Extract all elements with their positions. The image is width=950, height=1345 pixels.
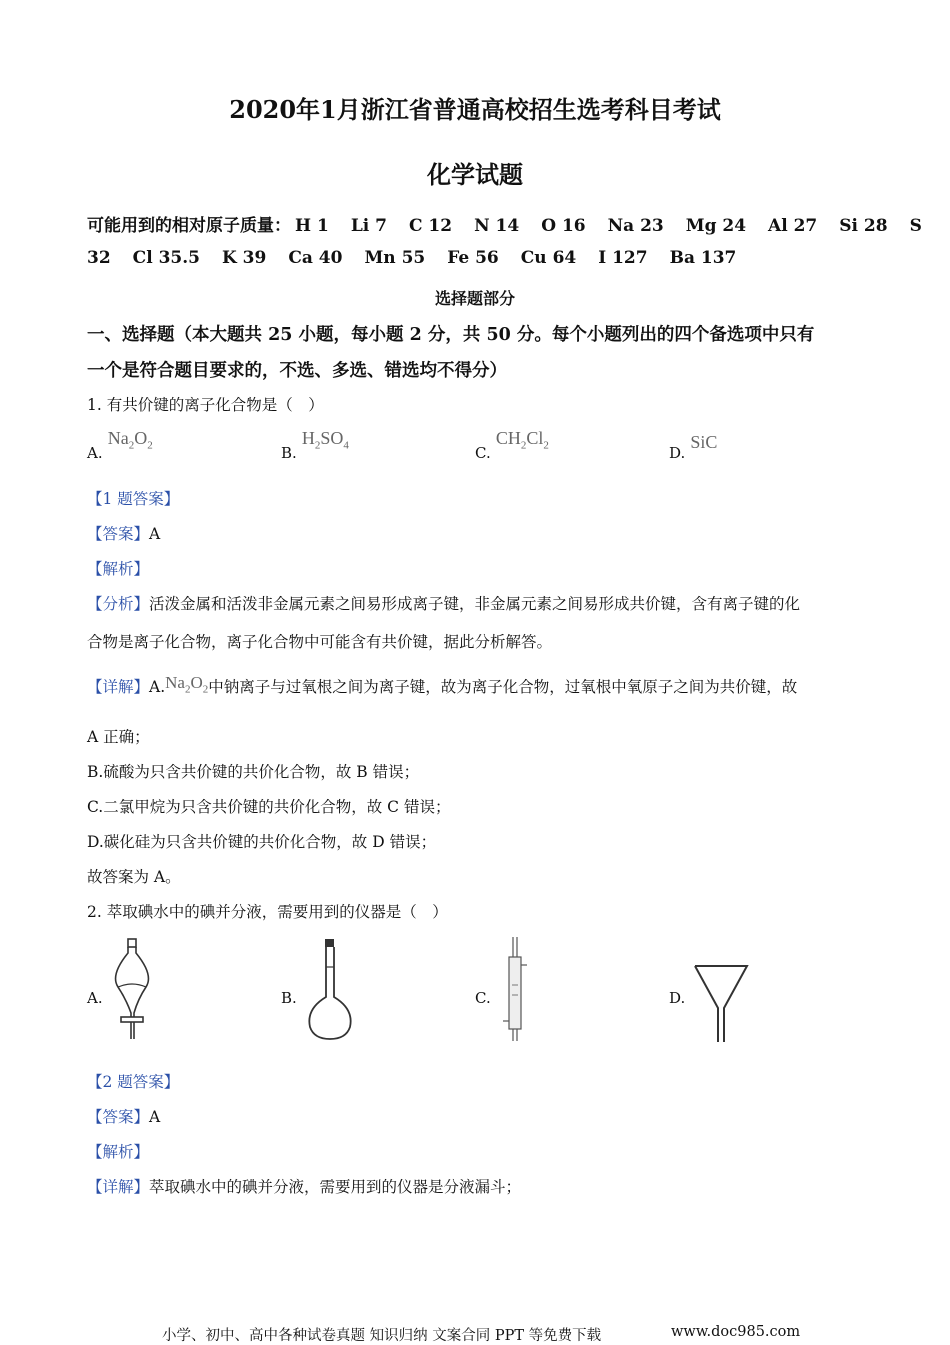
detail-prefix: A. — [149, 678, 166, 696]
mass-item: Na 23 — [607, 216, 664, 236]
q1-analysis-header: 【解析】 — [87, 560, 150, 578]
q2-option-d-label[interactable]: D. — [669, 989, 686, 1007]
fenxi-text: 活泼金属和活泼非金属元素之间易形成离子键，非金属元素之间易形成共价键，含有离子键的化 — [149, 595, 801, 613]
funnel-icon — [692, 962, 750, 1046]
answer-tag: 【答案】 — [87, 1108, 150, 1126]
mass-item: K 39 — [221, 248, 267, 268]
mass-item: Si 28 — [839, 216, 888, 236]
option-label: A. — [87, 444, 103, 462]
q1-option-a[interactable] — [87, 428, 153, 462]
q2-stem: 2. 萃取碘水中的碘并分液，需要用到的仪器是（ ） — [87, 903, 448, 921]
q2-answer-line — [87, 1107, 160, 1127]
mass-item: Cu 64 — [520, 248, 577, 268]
mass-item: O 16 — [541, 216, 586, 236]
footer-link[interactable]: www.doc985.com — [671, 1324, 801, 1340]
option-label: D. — [669, 444, 686, 462]
detail-tag: 【详解】 — [87, 678, 150, 696]
mass-item: Li 7 — [350, 216, 387, 236]
mass-item: 32 — [87, 248, 111, 268]
q1-detail-b: B.硫酸为只含共价键的共价化合物，故 B 错误； — [87, 763, 420, 781]
q1-detail-d: D.碳化硅为只含共价键的共价化合物，故 D 错误； — [87, 833, 437, 851]
mass-item: I 127 — [598, 248, 648, 268]
mass-item: Ca 40 — [288, 248, 343, 268]
q1-conclusion: 故答案为 A。 — [87, 868, 181, 886]
fenxi-tag: 【分析】 — [87, 595, 150, 613]
separatory-funnel-icon — [104, 937, 162, 1043]
volumetric-flask-icon — [304, 937, 356, 1043]
q1-option-d[interactable] — [669, 432, 718, 462]
q1-fenxi-line-1 — [87, 594, 800, 614]
exam-title: 2020年1月浙江省普通高校招生选考科目考试 — [229, 95, 721, 124]
formula: $H_2SO_4$ — [301, 428, 349, 452]
q1-answer-line — [87, 524, 160, 544]
q1-detail-a-end: A 正确； — [87, 728, 150, 746]
answer-value: A — [149, 1108, 161, 1126]
mass-item: S — [909, 216, 922, 236]
q1-option-b[interactable] — [281, 428, 349, 462]
exam-subtitle: 化学试题 — [427, 160, 523, 189]
footer-text: 小学、初中、高中各种试卷真题 知识归纳 文案合同 PPT 等免费下载 — [162, 1328, 602, 1344]
mass-item: Ba 137 — [669, 248, 737, 268]
mass-item: Cl 35.5 — [132, 248, 200, 268]
q2-option-c-label[interactable]: C. — [475, 989, 491, 1007]
formula: SiC — [690, 432, 718, 452]
q1-answer-header: 【1 题答案】 — [87, 490, 180, 508]
q1-detail-a — [87, 673, 798, 703]
q2-option-a-label[interactable]: A. — [87, 989, 103, 1007]
atomic-mass-label: 可能用到的相对原子质量： — [87, 216, 291, 236]
formula-na2o2: $Na_2O_2$ — [165, 673, 209, 696]
atomic-mass-line-2 — [87, 248, 758, 268]
detail-text: 萃取碘水中的碘并分液，需要用到的仪器是分液漏斗； — [149, 1178, 522, 1196]
mass-item: Fe 56 — [447, 248, 499, 268]
mass-item: Mn 55 — [364, 248, 426, 268]
atomic-mass-line-1 — [87, 211, 922, 236]
answer-tag: 【答案】 — [87, 525, 150, 543]
formula: $Na_2O_2$ — [107, 428, 153, 452]
q2-answer-header: 【2 题答案】 — [87, 1073, 180, 1091]
q2-option-b-label[interactable]: B. — [281, 989, 297, 1007]
q1-stem: 1. 有共价键的离子化合物是（ ） — [87, 396, 324, 414]
q1-fenxi-line-2: 合物是离子化合物，离子化合物中可能含有共价键，据此分析解答。 — [87, 633, 553, 651]
section-heading-line-2: 一个是符合题目要求的，不选、多选、错选均不得分） — [87, 361, 507, 381]
option-label: B. — [281, 444, 297, 462]
mass-item: H 1 — [295, 216, 329, 236]
part-title: 选择题部分 — [434, 289, 515, 308]
detail-tag: 【详解】 — [87, 1178, 150, 1196]
mass-item: N 14 — [474, 216, 520, 236]
q1-detail-c: C.二氯甲烷为只含共价键的共价化合物，故 C 错误； — [87, 798, 451, 816]
mass-item: Mg 24 — [685, 216, 747, 236]
condenser-icon — [500, 935, 530, 1045]
section-heading-line-1: 一、选择题（本大题共 25 小题，每小题 2 分，共 50 分。每个小题列出的四个备选项中只有 — [87, 325, 815, 345]
answer-value: A — [149, 525, 161, 543]
detail-text: 中钠离子与过氧根之间为离子键，故为离子化合物，过氧根中氧原子之间为共价键，故 — [208, 678, 798, 696]
q1-option-c[interactable] — [475, 428, 549, 462]
q2-detail — [87, 1177, 521, 1197]
q2-analysis-header: 【解析】 — [87, 1143, 150, 1161]
option-label: C. — [475, 444, 491, 462]
mass-item: Al 27 — [768, 216, 818, 236]
mass-item: C 12 — [408, 216, 453, 236]
formula: $CH_2Cl_2$ — [495, 428, 549, 452]
